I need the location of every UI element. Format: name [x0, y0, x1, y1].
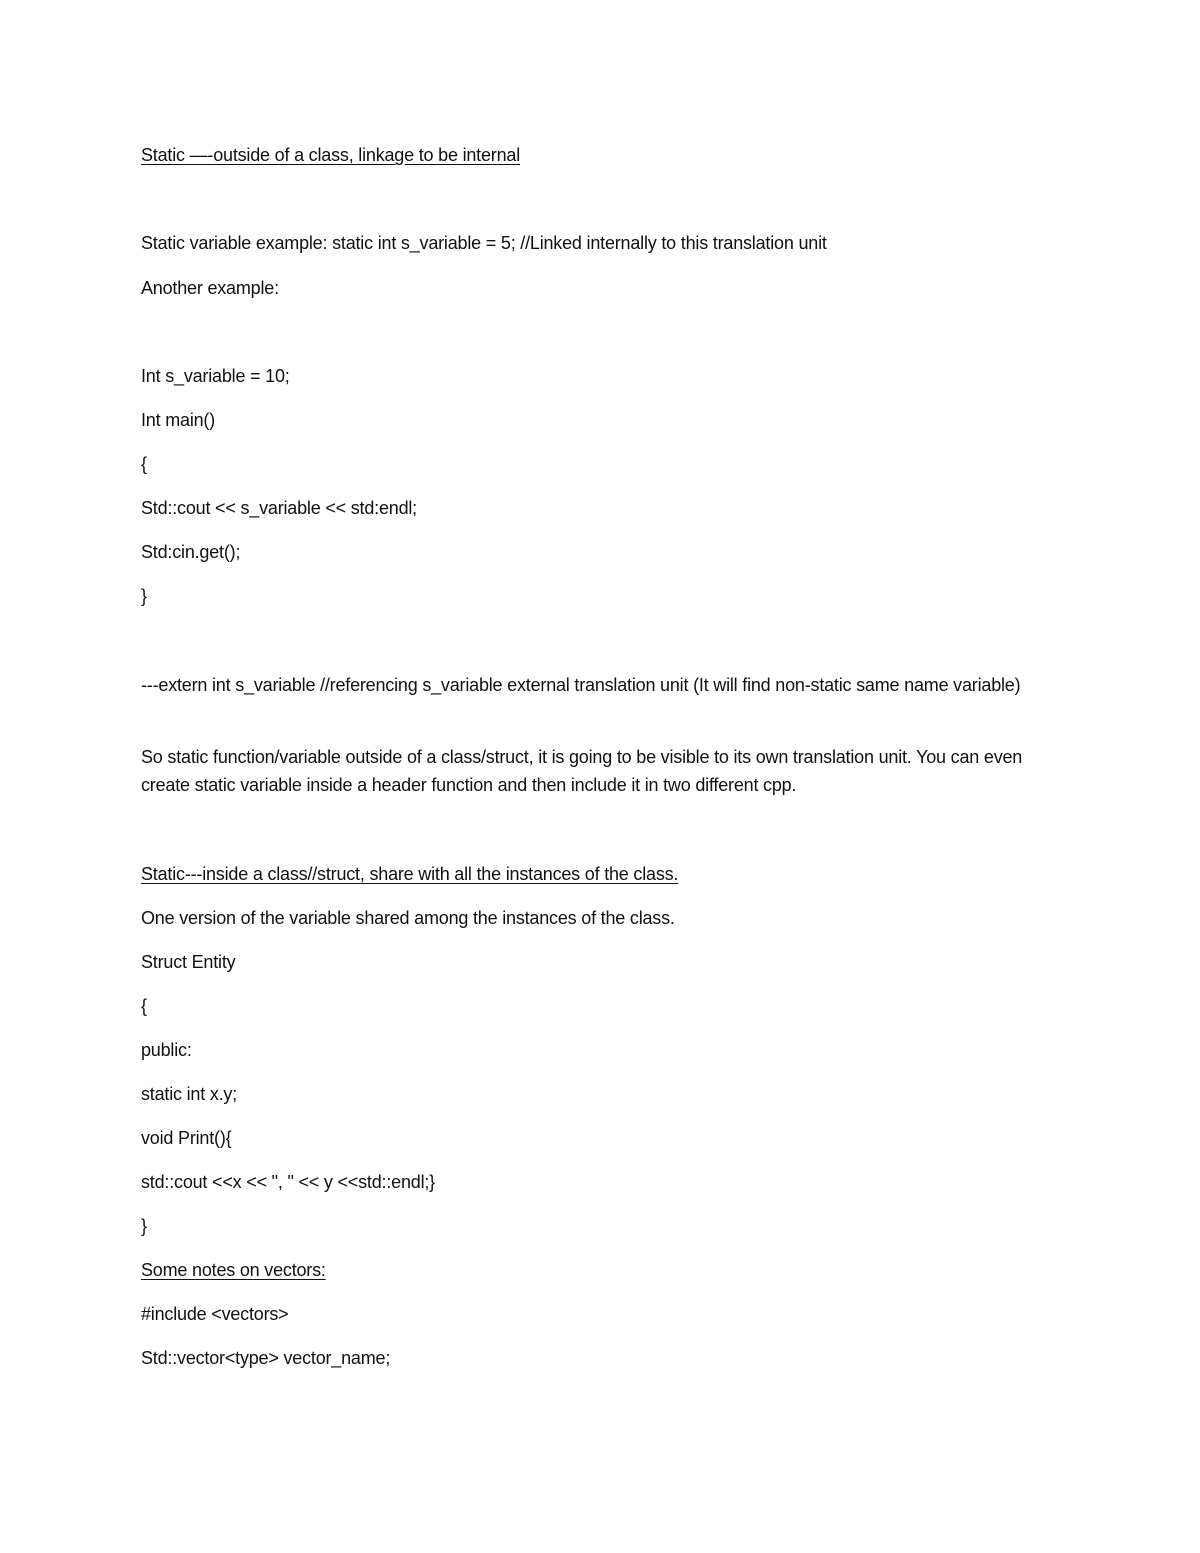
text-line: One version of the variable shared among the instances of the class. [141, 908, 675, 928]
code-line: Struct Entity [141, 952, 236, 972]
section-heading-vectors: Some notes on vectors: [141, 1260, 326, 1280]
extern-paragraph: ---extern int s_variable //referencing s_variable external translation unit (It will find non-static same name variable) [141, 675, 1021, 695]
code-line: } [141, 1216, 147, 1236]
code-line: Std::vector<type> vector_name; [141, 1348, 391, 1368]
code-line: } [141, 586, 147, 606]
code-line: { [141, 996, 147, 1016]
section-heading-static-outside: Static —-outside of a class, linkage to be internal [141, 145, 521, 165]
section-heading-static-inside: Static---inside a class//struct, share with all the instances of the class. [141, 864, 679, 884]
code-line: Int s_variable = 10; [141, 366, 290, 386]
code-line: public: [141, 1040, 192, 1060]
code-line: std::cout <<x << ", " << y <<std::endl;} [141, 1172, 435, 1192]
code-line: void Print(){ [141, 1128, 232, 1148]
code-line: Std:cin.get(); [141, 542, 241, 562]
text-line: Another example: [141, 278, 279, 298]
text-line: Static variable example: static int s_variable = 5; //Linked internally to this translation unit [141, 233, 827, 253]
code-line: #include <vectors> [141, 1304, 289, 1324]
code-line: static int x.y; [141, 1084, 238, 1104]
code-line: Int main() [141, 410, 216, 430]
code-line: { [141, 454, 147, 474]
summary-paragraph: So static function/variable outside of a class/struct, it is going to be visible to its own translation unit. You can even create static variable inside a header function and then include it in two different cpp. [141, 747, 1023, 795]
code-line: Std::cout << s_variable << std:endl; [141, 498, 417, 518]
